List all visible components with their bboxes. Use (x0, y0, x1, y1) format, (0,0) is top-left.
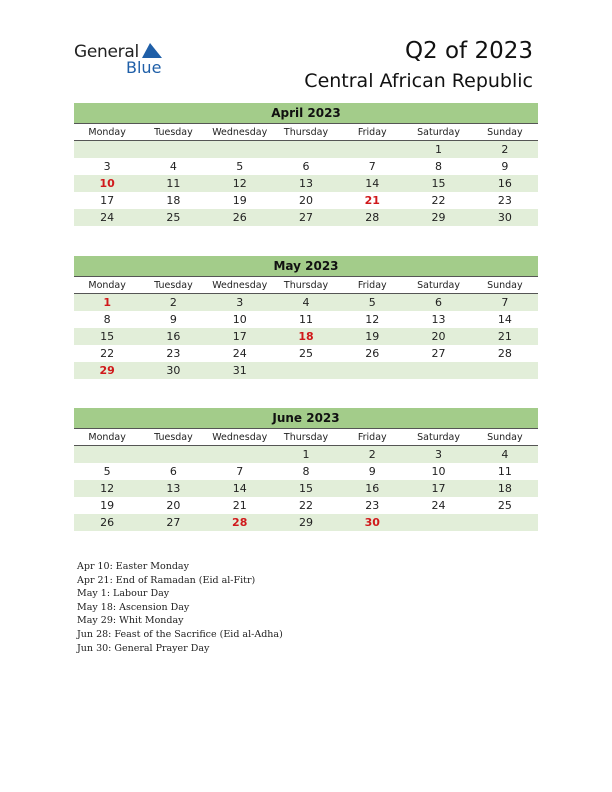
page-subtitle: Central African Republic (304, 70, 533, 92)
day-cell: 16 (140, 328, 206, 345)
day-cell: 28 (497, 347, 512, 360)
day-cell: 8 (435, 160, 443, 173)
weekday-label: Monday (74, 429, 140, 446)
day-cell: 25 (497, 499, 512, 512)
day-cell: 12 (365, 313, 380, 326)
day-cell: 5 (103, 465, 111, 478)
weekday-label: Wednesday (207, 124, 273, 141)
page-title: Q2 of 2023 (404, 38, 533, 64)
empty-day-cell (405, 362, 471, 379)
day-cell: 23 (365, 499, 380, 512)
day-cell: 27 (431, 347, 446, 360)
day-cell: 26 (365, 347, 380, 360)
weekday-label: Tuesday (140, 277, 206, 294)
day-cell: 15 (74, 328, 140, 345)
week-row (74, 480, 538, 497)
day-cell: 26 (207, 209, 273, 226)
week-row (74, 141, 538, 159)
day-cell: 31 (207, 362, 273, 379)
day-cell: 13 (431, 313, 446, 326)
day-cell: 19 (339, 328, 405, 345)
day-cell: 22 (298, 499, 313, 512)
day-cell: 22 (100, 347, 115, 360)
day-cell: 15 (405, 175, 471, 192)
day-cell: 2 (472, 141, 538, 159)
week-row (74, 328, 538, 345)
day-cell: 8 (103, 313, 111, 326)
day-cell: 22 (431, 194, 446, 207)
weekday-label: Saturday (405, 124, 471, 141)
week-row (74, 311, 538, 328)
day-cell: 26 (74, 514, 140, 531)
holiday-day-cell: 30 (339, 514, 405, 531)
weekday-header-row (74, 124, 538, 141)
day-cell: 20 (405, 328, 471, 345)
day-cell: 18 (166, 194, 181, 207)
day-cell: 15 (273, 480, 339, 497)
week-row (74, 294, 538, 312)
day-cell: 1 (273, 446, 339, 464)
holiday-note: May 29: Whit Monday (77, 615, 184, 627)
day-cell: 19 (232, 194, 247, 207)
day-cell: 2 (339, 446, 405, 464)
holiday-day-cell: 29 (74, 362, 140, 379)
weekday-label: Wednesday (207, 429, 273, 446)
day-cell: 7 (236, 465, 244, 478)
day-cell: 11 (140, 175, 206, 192)
empty-day-cell (207, 446, 273, 464)
month-may (74, 256, 538, 379)
day-cell: 13 (273, 175, 339, 192)
empty-day-cell (273, 141, 339, 159)
day-cell: 6 (405, 294, 471, 312)
day-cell: 3 (405, 446, 471, 464)
holiday-day-cell: 1 (74, 294, 140, 312)
day-cell: 25 (140, 209, 206, 226)
empty-day-cell (273, 362, 339, 379)
day-cell: 24 (74, 209, 140, 226)
day-cell: 5 (339, 294, 405, 312)
week-row (74, 158, 538, 175)
day-cell: 13 (140, 480, 206, 497)
holiday-note: Apr 10: Easter Monday (77, 561, 189, 572)
weekday-label: Monday (74, 124, 140, 141)
weekday-label: Friday (339, 277, 405, 294)
day-cell: 6 (169, 465, 177, 478)
empty-day-cell (405, 514, 471, 531)
calendar-grid (74, 428, 538, 531)
holiday-day-cell: 18 (273, 328, 339, 345)
day-cell: 30 (140, 362, 206, 379)
empty-day-cell (472, 514, 538, 531)
empty-day-cell (140, 446, 206, 464)
empty-day-cell (140, 141, 206, 159)
day-cell: 29 (405, 209, 471, 226)
weekday-label: Thursday (273, 124, 339, 141)
day-cell: 3 (103, 160, 111, 173)
day-cell: 12 (74, 480, 140, 497)
weekday-label: Friday (339, 124, 405, 141)
day-cell: 20 (166, 499, 181, 512)
day-cell: 14 (497, 313, 512, 326)
holiday-note: Jun 28: Feast of the Sacrifice (Eid al-Adha) (77, 628, 283, 640)
day-cell: 16 (472, 175, 538, 192)
holiday-day-cell: 10 (74, 175, 140, 192)
day-cell: 27 (273, 209, 339, 226)
day-cell: 12 (207, 175, 273, 192)
weekday-label: Friday (339, 429, 405, 446)
day-cell: 11 (497, 465, 512, 478)
week-row (74, 175, 538, 192)
day-cell: 16 (339, 480, 405, 497)
week-row (74, 497, 538, 514)
day-cell: 7 (368, 160, 376, 173)
day-cell: 24 (431, 499, 446, 512)
month-april (74, 103, 538, 226)
day-cell: 1 (405, 141, 471, 159)
week-row (74, 446, 538, 464)
day-cell: 24 (232, 347, 247, 360)
day-cell: 4 (273, 294, 339, 312)
day-cell: 18 (472, 480, 538, 497)
holiday-note: Apr 21: End of Ramadan (Eid al-Fitr) (77, 574, 256, 586)
day-cell: 6 (302, 160, 310, 173)
day-cell: 17 (405, 480, 471, 497)
weekday-label: Thursday (273, 429, 339, 446)
day-cell: 7 (472, 294, 538, 312)
day-cell: 2 (140, 294, 206, 312)
month-header: May 2023 (74, 256, 538, 276)
weekday-header-row (74, 429, 538, 446)
holiday-note: May 18: Ascension Day (77, 601, 190, 613)
day-cell: 23 (166, 347, 181, 360)
empty-day-cell (74, 446, 140, 464)
day-cell: 28 (339, 209, 405, 226)
holiday-note: Jun 30: General Prayer Day (77, 642, 210, 654)
holiday-notes (77, 560, 283, 655)
logo-text-blue: Blue (126, 58, 162, 77)
weekday-label: Thursday (273, 277, 339, 294)
day-cell: 5 (236, 160, 244, 173)
brand-logo (74, 42, 174, 82)
weekday-label: Monday (74, 277, 140, 294)
empty-day-cell (339, 362, 405, 379)
day-cell: 21 (232, 499, 247, 512)
weekday-header-row (74, 277, 538, 294)
weekday-label: Tuesday (140, 429, 206, 446)
day-cell: 21 (472, 328, 538, 345)
day-cell: 10 (431, 465, 446, 478)
week-row (74, 192, 538, 209)
day-cell: 19 (100, 499, 115, 512)
day-cell: 14 (339, 175, 405, 192)
weekday-label: Wednesday (207, 277, 273, 294)
day-cell: 17 (207, 328, 273, 345)
day-cell: 25 (298, 347, 313, 360)
weekday-label: Saturday (405, 429, 471, 446)
day-cell: 17 (100, 194, 115, 207)
empty-day-cell (339, 141, 405, 159)
day-cell: 3 (207, 294, 273, 312)
weekday-label: Sunday (472, 429, 538, 446)
month-header: June 2023 (74, 408, 538, 428)
day-cell: 9 (169, 313, 177, 326)
calendar-grid (74, 276, 538, 379)
empty-day-cell (472, 362, 538, 379)
empty-day-cell (207, 141, 273, 159)
calendar-grid (74, 123, 538, 226)
holiday-day-cell: 21 (364, 194, 380, 207)
month-june (74, 408, 538, 531)
week-row (74, 362, 538, 379)
holiday-note: May 1: Labour Day (77, 588, 170, 600)
day-cell: 14 (207, 480, 273, 497)
week-row (74, 514, 538, 531)
day-cell: 9 (501, 160, 509, 173)
day-cell: 20 (298, 194, 313, 207)
week-row (74, 345, 538, 362)
day-cell: 27 (140, 514, 206, 531)
logo-triangle-icon (142, 43, 162, 58)
day-cell: 30 (472, 209, 538, 226)
weekday-label: Tuesday (140, 124, 206, 141)
week-row (74, 463, 538, 480)
day-cell: 4 (472, 446, 538, 464)
weekday-label: Sunday (472, 124, 538, 141)
month-header: April 2023 (74, 103, 538, 123)
empty-day-cell (74, 141, 140, 159)
day-cell: 23 (497, 194, 512, 207)
day-cell: 11 (298, 313, 313, 326)
day-cell: 8 (302, 465, 310, 478)
day-cell: 9 (368, 465, 376, 478)
logo-text-general: General (74, 42, 139, 62)
weekday-label: Saturday (405, 277, 471, 294)
day-cell: 10 (232, 313, 247, 326)
weekday-label: Sunday (472, 277, 538, 294)
day-cell: 4 (169, 160, 177, 173)
holiday-day-cell: 28 (207, 514, 273, 531)
week-row (74, 209, 538, 226)
day-cell: 29 (273, 514, 339, 531)
